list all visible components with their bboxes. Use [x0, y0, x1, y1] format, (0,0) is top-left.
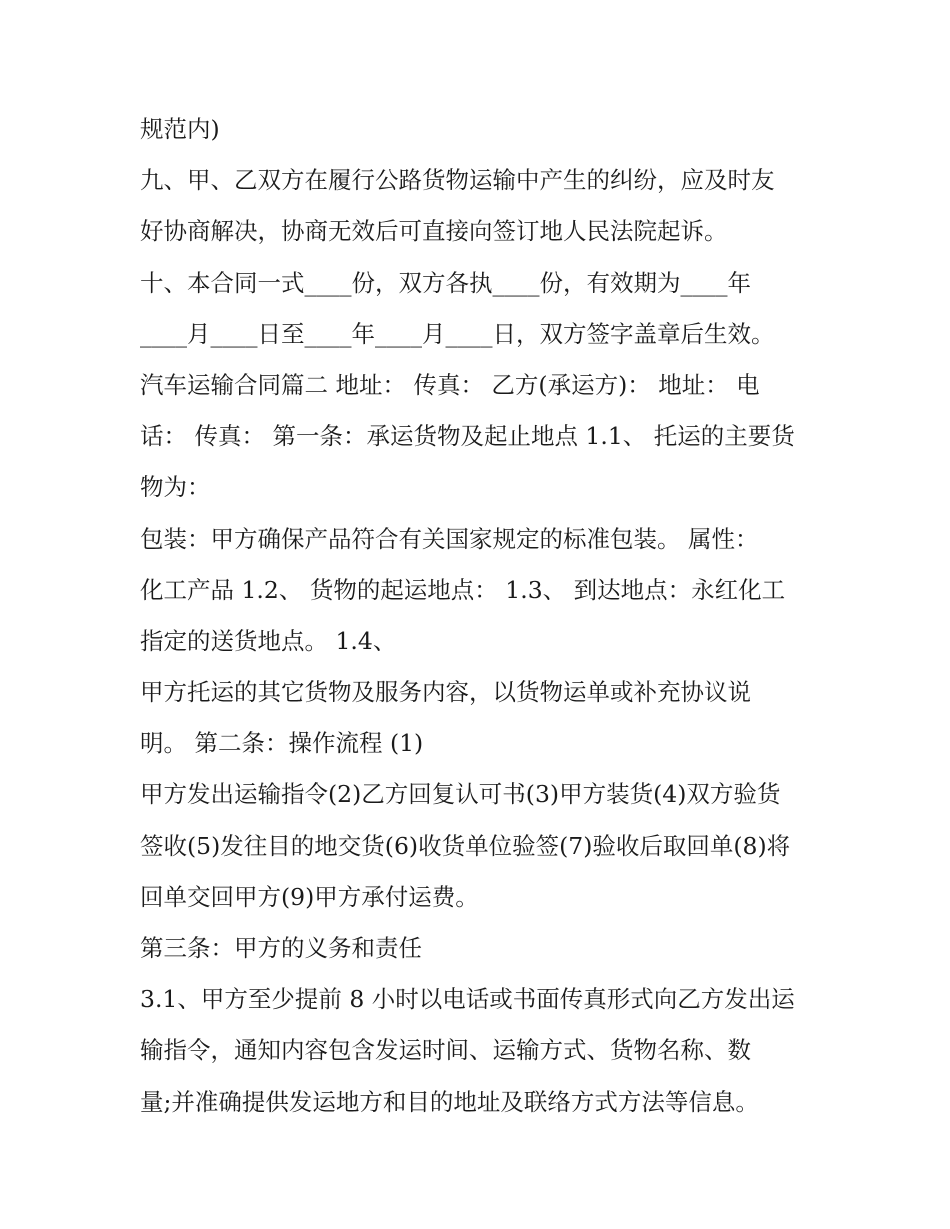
text-line-5: ____月____日至____年____月____日，双方签字盖章后生效。: [140, 319, 775, 348]
text-line-3: 好协商解决，协商无效后可直接向签订地人民法院起诉。: [140, 217, 728, 246]
text-line-15: 签收(5)发往目的地交货(6)收货单位验签(7)验收后取回单(8)将: [140, 831, 791, 860]
text-line-12: 甲方托运的其它货物及服务内容，以货物运单或补充协议说: [140, 678, 751, 707]
text-line-13: 明。 第二条：操作流程 (1): [140, 729, 424, 758]
text-line-8: 物为：: [140, 473, 211, 502]
document-body: [140, 104, 820, 1128]
text-line-2: 九、甲、乙双方在履行公路货物运输中产生的纠纷，应及时友: [140, 166, 775, 195]
text-line-16: 回单交回甲方(9)甲方承付运费。: [140, 882, 479, 911]
text-line-17: 第三条：甲方的义务和责任: [140, 934, 422, 962]
text-line-1: 规范内): [140, 115, 220, 143]
text-line-19: 输指令，通知内容包含发运时间、运输方式、货物名称、数: [140, 1036, 751, 1065]
text-line-7: 话： 传真： 第一条：承运货物及起止地点 1.1、 托运的主要货: [140, 422, 795, 451]
text-line-4: 十、本合同一式____份，双方各执____份，有效期为____年: [140, 268, 751, 297]
text-line-10: 化工产品 1.2、 货物的起运地点： 1.3、 到达地点：永红化工: [140, 575, 786, 604]
text-line-14: 甲方发出运输指令(2)乙方回复认可书(3)甲方装货(4)双方验货: [140, 780, 781, 809]
text-line-11: 指定的送货地点。 1.4、: [140, 626, 397, 655]
text-line-9: 包装：甲方确保产品符合有关国家规定的标准包装。 属性：: [140, 524, 759, 553]
text-line-18: 3.1、甲方至少提前 8 小时以电话或书面传真形式向乙方发出运: [140, 985, 795, 1014]
text-line-20: 量;并准确提供发运地方和目的地址及联络方式方法等信息。: [140, 1087, 759, 1116]
text-line-6: 汽车运输合同篇二 地址： 传真： 乙方(承运方)： 地址： 电: [140, 370, 760, 399]
